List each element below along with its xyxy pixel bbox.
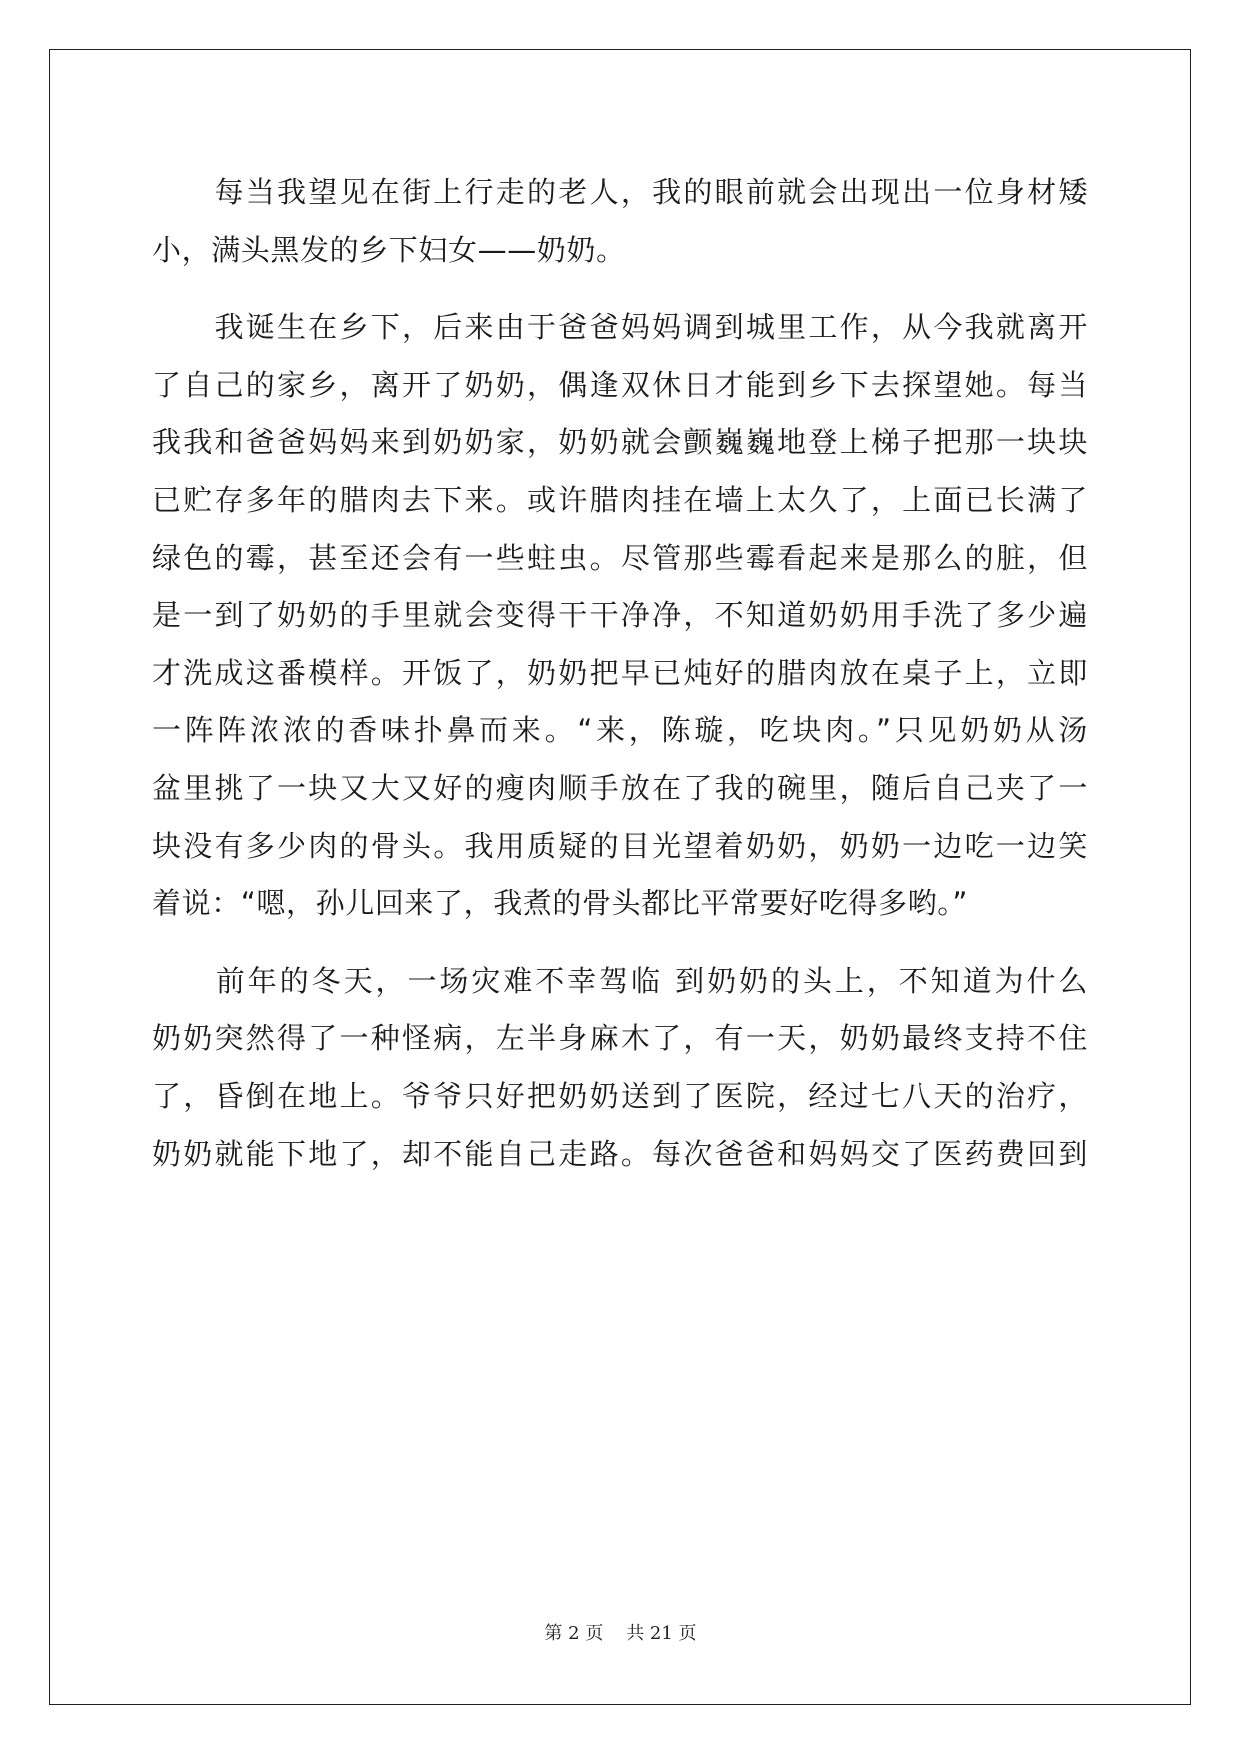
page-number-footer: 第 2 页 共 21 页 [544, 1623, 697, 1644]
text-line: 着说：“嗯，孙儿回来了，我煮的骨头都比平常要好吃得多哟。” [152, 886, 968, 921]
text-line: 前年的冬天，一场灾难不幸驾临 到奶奶的头上，不知道为什么 [152, 963, 1088, 998]
text-line: 了，昏倒在地上。爷爷只好把奶奶送到了医院，经过七八天的治疗， [152, 1078, 1088, 1113]
text-line: 奶奶突然得了一种怪病，左半身麻木了，有一天，奶奶最终支持不住 [152, 1021, 1088, 1056]
paragraph-gap [152, 279, 1088, 299]
text-line: 一阵阵浓浓的香味扑鼻而来。“来，陈璇，吃块肉。”只见奶奶从汤 [152, 713, 1088, 748]
text-line: 我我和爸爸妈妈来到奶奶家，奶奶就会颤巍巍地登上梯子把那一块块 [152, 425, 1088, 460]
text-line: 才洗成这番模样。开饭了，奶奶把早已炖好的腊肉放在桌子上，立即 [152, 655, 1088, 690]
text-line: 盆里挑了一块又大又好的瘦肉顺手放在了我的碗里，随后自己夹了一 [152, 770, 1088, 805]
document-body [152, 164, 1088, 1183]
text-line: 已贮存多年的腊肉去下来。或许腊肉挂在墙上太久了，上面已长满了 [152, 482, 1088, 517]
paragraph-gap [152, 933, 1088, 953]
text-line: 我诞生在乡下，后来由于爸爸妈妈调到城里工作，从今我就离开 [152, 310, 1088, 345]
text-line: 是一到了奶奶的手里就会变得干干净净，不知道奶奶用手洗了多少遍 [152, 598, 1088, 633]
text-line: 了自己的家乡，离开了奶奶，偶逢双休日才能到乡下去探望她。每当 [152, 367, 1088, 402]
text-line: 绿色的霉，甚至还会有一些蛀虫。尽管那些霉看起来是那么的脏，但 [152, 540, 1088, 575]
text-line: 每当我望见在街上行走的老人，我的眼前就会出现出一位身材矮 [152, 175, 1088, 209]
text-line: 小，满头黑发的乡下妇女——奶奶。 [152, 232, 626, 267]
text-line: 块没有多少肉的骨头。我用质疑的目光望着奶奶，奶奶一边吃一边笑 [152, 828, 1088, 863]
text-line: 奶奶就能下地了，却不能自己走路。每次爸爸和妈妈交了医药费回到 [152, 1136, 1088, 1171]
